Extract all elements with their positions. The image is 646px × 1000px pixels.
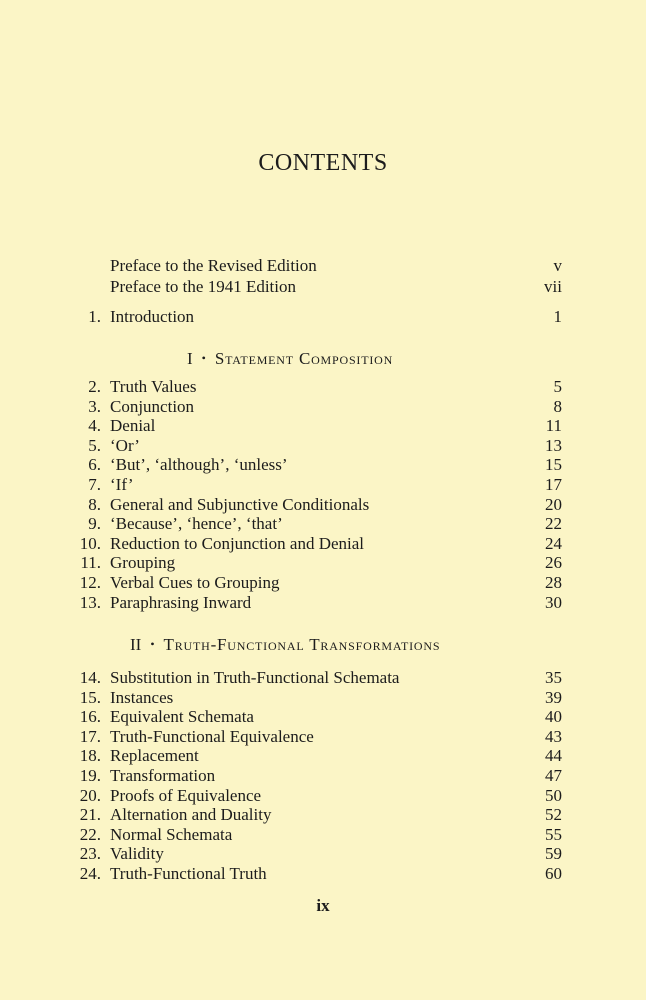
toc-entry-number: 23. [79, 844, 101, 864]
toc-entry [0, 786, 646, 806]
toc-entry-number: 12. [79, 573, 101, 592]
toc-entry-title: Validity [110, 844, 164, 864]
toc-entry-number: 11. [80, 553, 101, 573]
toc-entry-page: 22 [545, 514, 562, 534]
toc-entry-title: Normal Schemata [110, 824, 233, 844]
toc-entry-page: 39 [545, 687, 562, 707]
toc-entry-page: 60 [545, 864, 562, 883]
toc-entry-title: ‘If’ [110, 475, 134, 494]
part-heading-one [0, 348, 646, 369]
toc-entry [0, 455, 646, 475]
toc-entry-number: 1. [88, 307, 101, 326]
toc-entry-number: 2. [88, 377, 101, 396]
toc-entry [0, 864, 646, 884]
toc-entry-introduction [0, 307, 646, 327]
part-roman-numeral: II [130, 635, 142, 654]
toc-entry-page: 26 [545, 553, 562, 573]
toc-entry-title: Equivalent Schemata [110, 707, 254, 727]
toc-entry [0, 573, 646, 593]
toc-entry-number: 20. [79, 785, 101, 805]
toc-entry [0, 668, 646, 688]
toc-entry-title: Denial [110, 416, 156, 436]
toc-entry-title: Alternation and Duality [110, 805, 272, 825]
toc-entry-title: ‘Or’ [110, 435, 140, 455]
page-number-folio: ix [316, 896, 330, 915]
toc-entry [0, 844, 646, 864]
toc-entry-title: Grouping [110, 553, 176, 573]
bullet-separator: • [201, 351, 206, 365]
toc-entry-page: 24 [545, 533, 562, 553]
toc-entry-page: 17 [545, 475, 562, 494]
toc-entry-title: Truth-Functional Truth [110, 864, 267, 883]
toc-entry-number: 7. [88, 475, 101, 494]
part-heading-two [0, 634, 646, 655]
toc-entry-page: 47 [545, 766, 562, 785]
toc-entry-title: Truth Values [110, 377, 197, 396]
toc-entry-title: General and Subjunctive Conditionals [110, 494, 370, 514]
toc-entry-title: Instances [110, 687, 174, 707]
toc-entry-title: ‘But’, ‘although’, ‘unless’ [110, 455, 288, 475]
toc-entry [0, 436, 646, 456]
toc-entry-page: 5 [553, 377, 562, 396]
toc-entry-page: 11 [545, 416, 562, 436]
part-title: Statement Composition [214, 349, 394, 368]
toc-entry-title: Proofs of Equivalence [110, 785, 262, 805]
toc-entry [0, 553, 646, 573]
toc-entry [0, 495, 646, 515]
toc-entry-page: 8 [553, 396, 562, 416]
toc-entry-number: 17. [79, 726, 101, 746]
toc-entry-page: 40 [545, 707, 562, 727]
toc-entry-number: 5. [88, 435, 101, 455]
toc-entry-preface-1941 [0, 277, 646, 297]
toc-entry [0, 534, 646, 554]
toc-entry-page: 52 [545, 805, 562, 825]
toc-entry-title: Introduction [110, 307, 195, 326]
toc-entry-page: 20 [545, 494, 562, 514]
toc-entry-number: 24. [79, 864, 101, 883]
toc-entry [0, 766, 646, 786]
toc-entry [0, 727, 646, 747]
toc-entry-page: 15 [545, 455, 562, 475]
toc-entry-number: 18. [79, 746, 101, 766]
toc-entry-number: 3. [88, 396, 101, 416]
toc-entry-page: 55 [545, 824, 562, 844]
toc-entry-title: ‘Because’, ‘hence’, ‘that’ [110, 514, 283, 534]
page-title: CONTENTS [258, 150, 388, 176]
toc-entry-title: Truth-Functional Equivalence [110, 726, 314, 746]
toc-entry-number: 13. [79, 592, 101, 612]
toc-entry [0, 688, 646, 708]
toc-entry-page: 59 [545, 844, 562, 864]
toc-entry-page: 28 [545, 573, 562, 592]
toc-entry-number: 14. [79, 668, 101, 687]
toc-entry-page: vii [544, 277, 562, 296]
toc-entry-number: 9. [88, 514, 101, 534]
toc-entry-title: Reduction to Conjunction and Denial [110, 533, 365, 553]
toc-entry-number: 15. [79, 687, 101, 707]
toc-entry-title: Verbal Cues to Grouping [110, 573, 280, 592]
toc-entry [0, 514, 646, 534]
toc-entry [0, 416, 646, 436]
toc-entry-number: 22. [79, 824, 101, 844]
toc-entry-number: 16. [79, 707, 101, 727]
toc-entry-page: 50 [545, 785, 562, 805]
toc-entry-title: Preface to the Revised Edition [110, 256, 317, 275]
toc-entry-number: 8. [88, 494, 101, 514]
toc-entry-number: 21. [79, 805, 101, 825]
toc-entry-title: Preface to the 1941 Edition [110, 277, 297, 296]
toc-entry-page: 13 [545, 435, 562, 455]
toc-entry-title: Replacement [110, 746, 199, 766]
toc-entry-page: 30 [545, 592, 562, 612]
toc-entry-title: Conjunction [110, 396, 195, 416]
toc-entry [0, 397, 646, 417]
toc-entry [0, 825, 646, 845]
toc-entry [0, 805, 646, 825]
toc-entry [0, 746, 646, 766]
toc-entry-page: 44 [545, 746, 562, 766]
toc-entry-page: v [553, 256, 562, 275]
part-roman-numeral: I [187, 349, 193, 368]
part-title: Truth-Functional Transformations [163, 635, 441, 654]
toc-entry [0, 377, 646, 397]
toc-entry-page: 43 [545, 726, 562, 746]
toc-entry-title: Transformation [110, 766, 216, 785]
toc-entry-title: Paraphrasing Inward [110, 592, 252, 612]
toc-entry-page: 1 [553, 307, 562, 326]
toc-entry-preface-revised [0, 256, 646, 276]
toc-entry-number: 4. [88, 416, 101, 436]
toc-entry [0, 707, 646, 727]
toc-entry-title: Substitution in Truth-Functional Schemata [110, 668, 400, 687]
toc-entry [0, 475, 646, 495]
toc-entry-number: 6. [88, 455, 101, 475]
toc-entry [0, 593, 646, 613]
bullet-separator: • [150, 637, 155, 651]
toc-entry-number: 10. [79, 533, 101, 553]
toc-entry-page: 35 [545, 668, 562, 687]
toc-entry-number: 19. [79, 766, 101, 785]
